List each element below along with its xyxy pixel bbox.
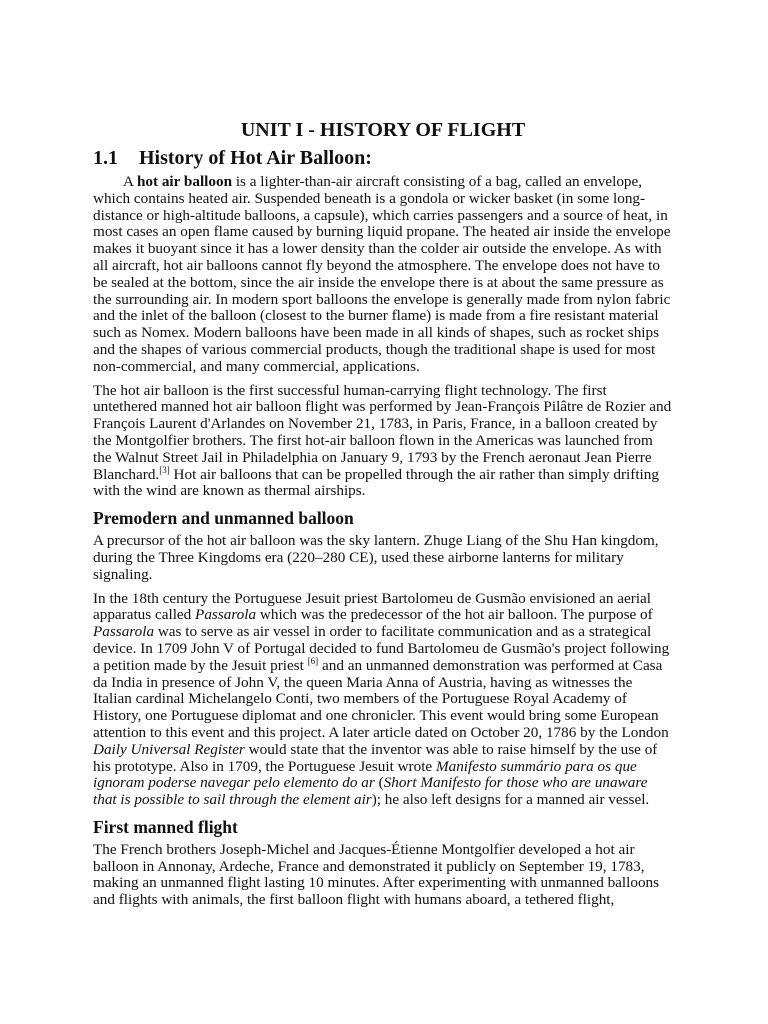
- citation-3[interactable]: [3]: [159, 464, 170, 475]
- p4-t3: was to serve as air vessel in order to facilitate communication and as a strategical device. In 1709 John V of Portugal decided to fund Bartolomeu de Gusmão's project following a petition made by the Jesuit priest: [93, 623, 670, 674]
- section-heading: [93, 145, 673, 171]
- p4-t1: In the 18th century the Portuguese Jesuit priest Bartolomeu de Gusmão envisioned an aerial apparatus called: [93, 589, 651, 624]
- paragraph-hot-air-balloon-definition: [93, 174, 673, 376]
- section-title: History of Hot Air Balloon:: [139, 147, 372, 169]
- paragraph-montgolfier: The French brothers Joseph-Michel and Jacques-Étienne Montgolfier developed a hot air balloon in Annonay, Ardeche, France and demonstrated it publicly on September 19, 1783, making an unmanned flight lasting 10 minutes. After experimenting with unmanned balloons and flights with animals, the first balloon flight with humans aboard, a tethered flight,: [93, 840, 660, 909]
- p1-text: is a lighter-than-air aircraft consisting of a bag, called an envelope, which contains heated air. Suspended beneath is a gondola or wicker basket (in some long-distance or high-altitude balloons, a capsule), which carries passengers and a source of heat, in most cases an open flame caused by burning liquid propane. The heated air inside the envelope makes it buoyant since it has a lower density than the colder air outside the envelope. As with all aircraft, hot air balloons cannot fly beyond the atmosphere. The envelope does not have to be sealed at the bottom, since the air inside the envelope there is at about the same pressure as the surrounding air. In modern sport balloons the envelope is generally made from nylon fabric and the inlet of the balloon (closest to the burner flame) is made from a fire resistant material such as Nomex. Modern balloons have been made in all kinds of shapes, such as rocket ships and the shapes of various commercial products, though the traditional shape is used for most non-commercial, and many commercial, applications.: [93, 173, 671, 375]
- p1-term: hot air balloon: [136, 173, 233, 190]
- p4-i4: Manifesto summário para os que ignoram poderse navegar pelo elemento do ar: [93, 757, 637, 792]
- p1-lead: A: [123, 173, 137, 190]
- heading-premodern: Premodern and unmanned balloon: [93, 508, 354, 529]
- paragraph-sky-lantern: A precursor of the hot air balloon was the sky lantern. Zhuge Liang of the Shu Han kingdom, during the Three Kingdoms era (220–280 CE), used these airborne lanterns for military signaling.: [93, 532, 659, 583]
- unit-title: UNIT I - HISTORY OF FLIGHT: [240, 119, 526, 141]
- p4-i3: Daily Universal Register: [93, 740, 245, 758]
- paragraph-first-successful-flight: [93, 383, 673, 501]
- heading-first-manned-flight: First manned flight: [93, 816, 238, 837]
- paragraph-passarola: [93, 591, 673, 809]
- p4-i2: Passarola: [93, 623, 155, 641]
- p2-text1: The hot air balloon is the first successful human-carrying flight technology. The first untethered manned hot air balloon flight was performed by Jean-François Pilâtre de Rozier and François Laurent d'Arlandes on November 21, 1783, in Paris, France, in a balloon created by the Montgolfier brothers. The first hot-air balloon flown in the Americas was launched from the Walnut Street Jail in Philadelphia on January 9, 1793 by the French aeronaut Jean Pierre Blanchard.: [93, 381, 672, 483]
- p4-t4: and an unmanned demonstration was performed at Casa da India in presence of John V, the queen Maria Anna of Austria, having as witnesses the Italian cardinal Michelangelo Conti, two members of the Portuguese Royal Academy of History, one Portuguese diplomat and one chronicler. This event would bring some European attention to this event and this project. A later article dated on October 20, 1786 by the London: [93, 656, 669, 741]
- p2-text2: Hot air balloons that can be propelled through the air rather than simply drifting with the wind are known as thermal airships.: [93, 465, 659, 500]
- section-number: 1.1: [93, 147, 118, 169]
- p4-t7: ); he also left designs for a manned air vessel.: [371, 791, 650, 809]
- p4-t6: (: [374, 774, 384, 792]
- p4-t5: would state that the inventor was able to raise himself by the use of his prototype. Also in 1709, the Portuguese Jesuit wrote: [93, 740, 658, 775]
- p4-i5: Short Manifesto for those who are unaware that is possible to sail through the element air: [93, 774, 648, 809]
- document-page: [93, 118, 673, 916]
- citation-6[interactable]: [6]: [307, 655, 319, 666]
- p4-t2: which was the predecessor of the hot air balloon. The purpose of: [256, 606, 653, 624]
- p4-i1: Passarola: [195, 606, 257, 624]
